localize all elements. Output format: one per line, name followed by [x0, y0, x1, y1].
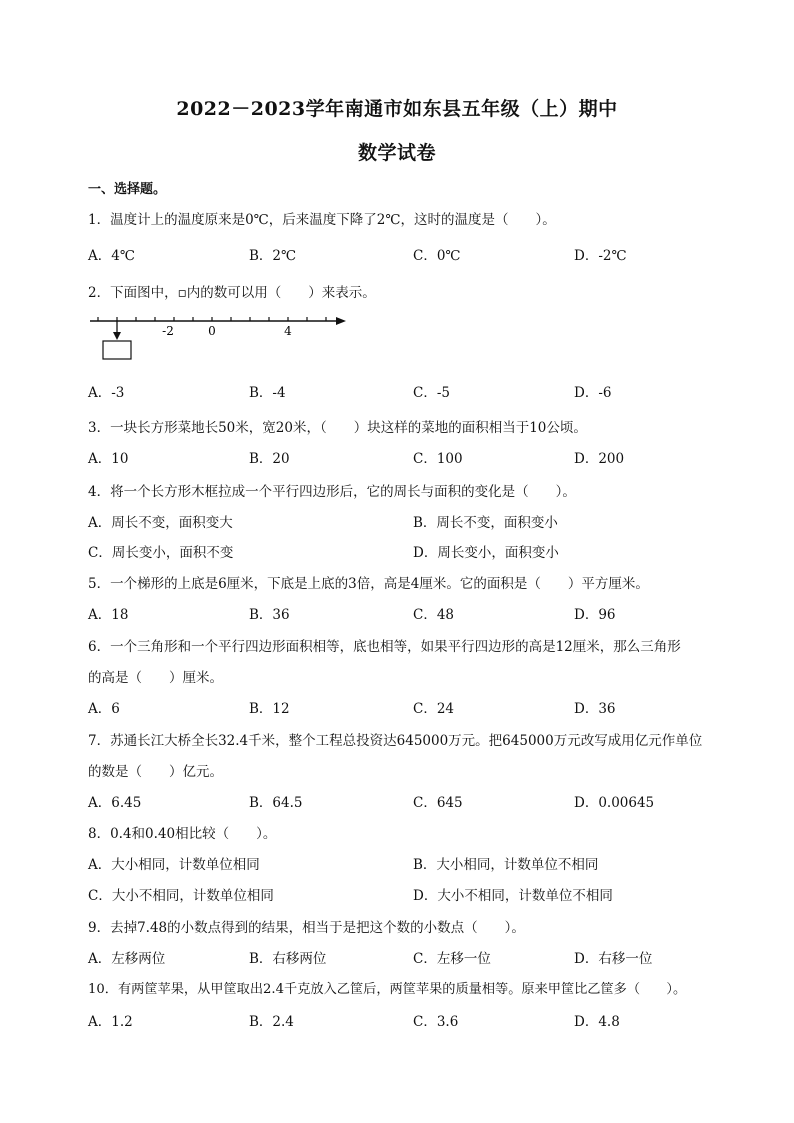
question-3-option-a: A．10 — [88, 451, 129, 467]
number-line-figure — [88, 306, 358, 366]
question-3-option-b: B．20 — [249, 451, 290, 467]
question-1-option-c: C．0℃ — [413, 248, 461, 264]
question-1-option-a: A．4℃ — [88, 248, 135, 264]
question-2-option-b: B．-4 — [249, 385, 286, 401]
question-3-option-d: D．200 — [574, 451, 625, 467]
tick-label-4: 4 — [284, 324, 292, 338]
question-10-option-c: C．3.6 — [413, 1014, 459, 1030]
question-2-option-c: C．-5 — [413, 385, 450, 401]
question-9-option-d: D．右移一位 — [574, 951, 653, 967]
question-7-option-d: D．0.00645 — [574, 795, 655, 811]
question-1-option-b: B．2℃ — [249, 248, 297, 264]
question-8-option-b: B．大小相同，计数单位不相同 — [413, 857, 599, 873]
question-2-option-a: A．-3 — [88, 385, 125, 401]
question-8-option-c: C．大小不相同，计数单位相同 — [88, 888, 274, 904]
pointer-arrow-head — [113, 332, 121, 340]
question-6-stem-line1: 6．一个三角形和一个平行四边形面积相等，底也相等，如果平行四边形的高是12厘米，那么三角形 — [88, 639, 681, 655]
question-3-option-c: C．100 — [413, 451, 463, 467]
question-5-option-a: A．18 — [88, 607, 129, 623]
question-5-option-c: C．48 — [413, 607, 455, 623]
question-5-option-b: B．36 — [249, 607, 290, 623]
question-9-option-b: B．右移两位 — [249, 951, 327, 967]
question-4-option-d: D．周长变小，面积变小 — [413, 545, 559, 561]
question-7-stem-line2: 的数是（ ）亿元。 — [88, 764, 223, 780]
question-6-stem-line2: 的高是（ ）厘米。 — [88, 670, 223, 686]
tick-label-0: 0 — [208, 324, 216, 338]
question-4-stem: 4．将一个长方形木框拉成一个平行四边形后，它的周长与面积的变化是（ ）。 — [88, 484, 576, 500]
question-1-option-d: D．-2℃ — [574, 248, 627, 264]
question-2-stem: 2．下面图中，▫内的数可以用（ ）来表示。 — [88, 285, 376, 301]
question-9-option-c: C．左移一位 — [413, 951, 491, 967]
exam-title-line1: 2022－2023学年南通市如东县五年级（上）期中 — [176, 98, 618, 120]
question-7-option-b: B．64.5 — [249, 795, 303, 811]
answer-box — [103, 341, 131, 359]
question-4-option-a: A．周长不变，面积变大 — [88, 515, 233, 531]
question-8-option-a: A．大小相同，计数单位相同 — [88, 857, 260, 873]
question-3-stem: 3．一块长方形菜地长50米，宽20米，（ ）块这样的菜地的面积相当于10公顷。 — [88, 420, 587, 436]
question-4-option-b: B．周长不变，面积变小 — [413, 515, 558, 531]
question-7-option-c: C．645 — [413, 795, 463, 811]
question-2-option-d: D．-6 — [574, 385, 612, 401]
question-4-option-c: C．周长变小，面积不变 — [88, 545, 234, 561]
exam-title-line2: 数学试卷 — [357, 142, 436, 164]
question-10-stem: 10．有两筐苹果，从甲筐取出2.4千克放入乙筐后，两筐苹果的质量相等。原来甲筐比乙筐多（ ）。 — [88, 982, 687, 997]
question-6-option-d: D．36 — [574, 701, 616, 717]
question-6-option-c: C．24 — [413, 701, 455, 717]
question-6-option-b: B．12 — [249, 701, 290, 717]
number-line-svg — [88, 306, 358, 366]
question-7-stem-line1: 7．苏通长江大桥全长32.4千米，整个工程总投资达645000万元。把645000万元改写成用亿元作单位 — [88, 733, 703, 749]
question-5-stem: 5．一个梯形的上底是6厘米，下底是上底的3倍，高是4厘米。它的面积是（ ）平方厘米。 — [88, 576, 649, 592]
question-10-option-a: A．1.2 — [88, 1014, 133, 1030]
question-1-stem: 1．温度计上的温度原来是0℃，后来温度下降了2℃，这时的温度是（ ）。 — [88, 212, 556, 228]
question-7-option-a: A．6.45 — [88, 795, 142, 811]
question-10-option-b: B．2.4 — [249, 1014, 294, 1030]
section-heading: 一、选择题。 — [88, 182, 167, 197]
question-8-option-d: D．大小不相同，计数单位不相同 — [413, 888, 613, 904]
question-9-stem: 9．去掉7.48的小数点得到的结果，相当于是把这个数的小数点（ ）。 — [88, 920, 525, 936]
question-8-stem: 8．0.4和0.40相比较（ ）。 — [88, 826, 277, 842]
question-10-option-d: D．4.8 — [574, 1014, 620, 1030]
tick-label-neg2: -2 — [162, 324, 174, 338]
number-line-arrowhead — [336, 317, 346, 325]
question-5-option-d: D．96 — [574, 607, 616, 623]
question-6-option-a: A．6 — [88, 701, 120, 717]
question-9-option-a: A．左移两位 — [88, 951, 166, 967]
